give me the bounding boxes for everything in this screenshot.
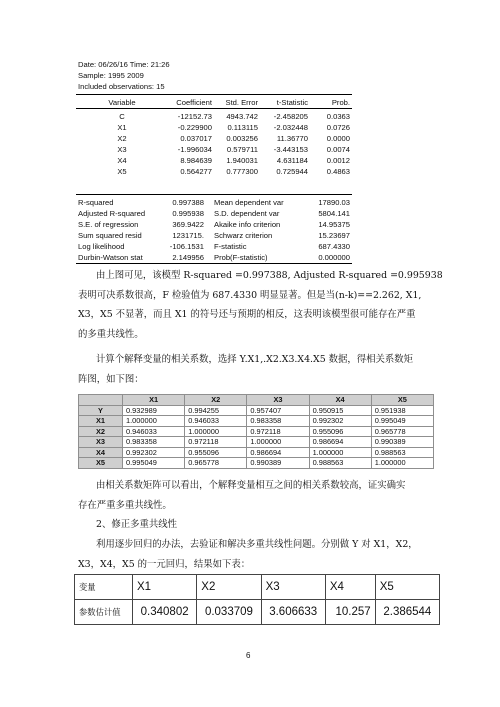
- cell: 0.725944: [276, 167, 308, 176]
- stat-value: 0.997388: [172, 198, 204, 207]
- cell: 4.631184: [276, 156, 308, 165]
- cell: 0.983358: [123, 437, 185, 448]
- cell: 0.4863: [326, 167, 350, 176]
- stat-label: S.D. dependent var: [214, 209, 280, 218]
- cell: -1.996034: [177, 145, 212, 154]
- cell: 0.955096: [185, 447, 247, 458]
- variable-header: X1: [133, 575, 197, 600]
- row-label: Y: [79, 405, 123, 416]
- cell: 0.995049: [371, 416, 433, 427]
- cell: 8.984639: [180, 156, 212, 165]
- cell: -12152.73: [177, 112, 212, 121]
- variable-name: X2: [117, 134, 127, 143]
- cell: 4943.742: [226, 112, 258, 121]
- stat-value: 5804.141: [318, 209, 350, 218]
- cell: 1.000000: [371, 458, 433, 469]
- stat-value: 0.995938: [172, 209, 204, 218]
- estimate-value: 0.340802: [133, 600, 197, 625]
- text-line: 利用逐步回归的办法，去验证和解决多重共线性问题。分别做 Y 对 X1，X2，: [96, 539, 418, 550]
- cell: 0.990389: [371, 437, 433, 448]
- cell: 1.000000: [123, 416, 185, 427]
- cell: -2.458205: [273, 112, 308, 121]
- cell: 1.000000: [247, 437, 309, 448]
- cell: 1.000000: [185, 426, 247, 437]
- cell: 1.000000: [309, 447, 371, 458]
- cell: 0.965778: [371, 426, 433, 437]
- column-header: t-Statistic: [276, 98, 308, 107]
- row-label: X3: [79, 437, 123, 448]
- cell: 0.972118: [247, 426, 309, 437]
- estimate-value: 2.386544: [375, 600, 439, 625]
- column-header: X4: [309, 395, 371, 406]
- cell: 0.0012: [326, 156, 350, 165]
- regression-stats-table: [76, 197, 352, 263]
- cell: 0.988563: [371, 447, 433, 458]
- table-row: [76, 144, 352, 155]
- cell: 0.113115: [227, 123, 258, 132]
- text-line: 计算个解释变量的相关系数，选择 Y.X1,.X2.X3.X4.X5 数据，得相关系数矩: [96, 354, 414, 365]
- paragraph-correlation-intro: [78, 350, 438, 389]
- correlation-matrix-table: [78, 394, 434, 469]
- cell: 0.0363: [326, 112, 350, 121]
- cell: -0.229900: [177, 123, 212, 132]
- stat-value: 2.149956: [172, 253, 204, 262]
- text-line: 阵图，如下图：: [78, 373, 144, 385]
- variable-name: X3: [117, 145, 127, 154]
- cell: 0.986694: [309, 437, 371, 448]
- table-row: [76, 252, 352, 263]
- stat-label: Mean dependent var: [214, 198, 284, 207]
- stat-value: 0.000000: [318, 253, 350, 262]
- cell: 0.951938: [371, 405, 433, 416]
- cell: 0.564277: [180, 167, 212, 176]
- cell: 0.990389: [247, 458, 309, 469]
- column-header: X5: [371, 395, 433, 406]
- variable-name: X5: [117, 167, 127, 176]
- cell: -3.443153: [273, 145, 308, 154]
- row-label: X1: [79, 416, 123, 427]
- cell: 0.988563: [309, 458, 371, 469]
- table-row: [76, 208, 352, 219]
- correlation-header-row: [79, 395, 434, 406]
- variable-header: X5: [375, 575, 439, 600]
- cell: 0.0074: [326, 145, 350, 154]
- section-heading: 2、修正多重共线性: [96, 519, 177, 530]
- paragraph-model-interpretation: [78, 266, 443, 344]
- cell: 0.777300: [226, 167, 258, 176]
- stat-label: Sum squared resid: [78, 231, 142, 240]
- column-header: X3: [247, 395, 309, 406]
- column-header: Std. Error: [225, 98, 258, 107]
- column-header: Coefficient: [176, 98, 212, 107]
- variable-name: X1: [117, 123, 127, 132]
- text-line: 由上图可见，该模型 R-squared =0.997388, Adjusted R-squared =0.995938: [96, 270, 443, 281]
- table-row: [79, 458, 434, 469]
- table-row: [79, 416, 434, 427]
- column-header: Prob.: [331, 98, 350, 107]
- table-row: [79, 426, 434, 437]
- column-header: X2: [185, 395, 247, 406]
- row-label: X5: [79, 458, 123, 469]
- cell: 0.003256: [226, 134, 258, 143]
- cell: 0.950915: [309, 405, 371, 416]
- cell: 0.037017: [180, 134, 212, 143]
- stats-top-rule: [76, 194, 352, 195]
- text-line: 由相关系数矩阵可以看出，个解释变量相互之间的相关系数较高，证实确实: [96, 480, 406, 491]
- cell: 0.932989: [123, 405, 185, 416]
- cell: 0.955096: [309, 426, 371, 437]
- stat-value: 14.95375: [318, 220, 350, 229]
- corner-cell: [79, 395, 123, 406]
- table-row: [76, 111, 352, 122]
- paragraph-stepwise-regression: [78, 535, 438, 574]
- variable-header: X2: [197, 575, 261, 600]
- results-value-row: [75, 600, 440, 625]
- results-header-row: [75, 575, 440, 600]
- cell: 0.986694: [247, 447, 309, 458]
- date-time-line: Date: 06/26/16 Time: 21:26: [78, 60, 170, 69]
- stat-value: -106.1531: [169, 242, 204, 251]
- cell: 0.946033: [123, 426, 185, 437]
- column-header: X1: [123, 395, 185, 406]
- cell: 0.0000: [326, 134, 350, 143]
- stat-label: Akaike info criterion: [214, 220, 281, 229]
- cell: 0.992302: [309, 416, 371, 427]
- stat-label: F-statistic: [214, 242, 247, 251]
- table-row: [79, 405, 434, 416]
- cell: 0.965778: [185, 458, 247, 469]
- stat-value: 369.9422: [172, 220, 204, 229]
- simple-regression-results-table: [74, 574, 440, 625]
- estimate-value: 0.033709: [197, 600, 261, 625]
- row-label: X4: [79, 447, 123, 458]
- stat-label: Log likelihood: [78, 242, 125, 251]
- estimate-value: 3.606633: [261, 600, 325, 625]
- table-row: [76, 122, 352, 133]
- observations-line: Included observations: 15: [78, 82, 165, 91]
- cell: 0.0726: [326, 123, 350, 132]
- page-number: 6: [246, 651, 251, 660]
- text-line: 的多重共线性。: [78, 328, 144, 340]
- cell: 11.36770: [276, 134, 308, 143]
- cell: 1.940031: [226, 156, 258, 165]
- table-row: [76, 197, 352, 208]
- table-row: [76, 166, 352, 177]
- header-label: 变量: [75, 575, 133, 600]
- cell: 0.957407: [247, 405, 309, 416]
- table-row: [76, 219, 352, 230]
- stat-label: S.E. of regression: [78, 220, 139, 229]
- stat-value: 17890.03: [318, 198, 350, 207]
- cell: 0.972118: [185, 437, 247, 448]
- text-line: X3，X5 不显著，而且 X1 的符号还与预期的相反，这表明该模型很可能存在严重: [78, 309, 416, 320]
- text-line: 存在严重多重共线性。: [78, 499, 172, 511]
- stat-label: Adjusted R-squared: [78, 209, 146, 218]
- cell: 0.946033: [185, 416, 247, 427]
- table-row: [76, 241, 352, 252]
- stat-value: 687.4330: [318, 242, 350, 251]
- row-label: 参数估计值: [75, 600, 133, 625]
- cell: 0.995049: [123, 458, 185, 469]
- table-row: [76, 133, 352, 144]
- estimate-value: 10.257: [325, 600, 375, 625]
- table-row: [76, 155, 352, 166]
- variable-name: X4: [117, 156, 127, 165]
- stat-label: Schwarz criterion: [214, 231, 273, 240]
- regression-coefficients-table: [76, 97, 352, 177]
- paragraph-correlation-conclusion: [78, 476, 438, 515]
- row-label: X2: [79, 426, 123, 437]
- stat-value: 15.23697: [318, 231, 350, 240]
- table-row: [76, 230, 352, 241]
- cell: 0.992302: [123, 447, 185, 458]
- eviews-output-header: [78, 59, 170, 92]
- cell: -2.032448: [273, 123, 308, 132]
- column-header: Variable: [108, 98, 136, 107]
- regression-header-row: [76, 97, 352, 109]
- sample-line: Sample: 1995 2009: [78, 71, 144, 80]
- table-row: [79, 447, 434, 458]
- stats-bottom-rule: [76, 263, 352, 264]
- cell: 0.983358: [247, 416, 309, 427]
- variable-header: X3: [261, 575, 325, 600]
- text-line: X3，X4，X5 的一元回归，结果如下表：: [78, 558, 251, 570]
- stat-label: Durbin-Watson stat: [78, 253, 143, 262]
- table-row: [79, 437, 434, 448]
- variable-header: X4: [325, 575, 375, 600]
- stat-label: Prob(F-statistic): [214, 253, 268, 262]
- regression-top-rule: [76, 94, 352, 95]
- cell: 0.579711: [226, 145, 258, 154]
- variable-name: C: [119, 112, 125, 121]
- cell: 0.994255: [185, 405, 247, 416]
- stat-value: 1231715.: [172, 231, 204, 240]
- stat-label: R-squared: [78, 198, 114, 207]
- text-line: 表明可决系数很高，F 检验值为 687.4330 明显显著。但是当(n-k)==2.262, X1,: [78, 289, 422, 301]
